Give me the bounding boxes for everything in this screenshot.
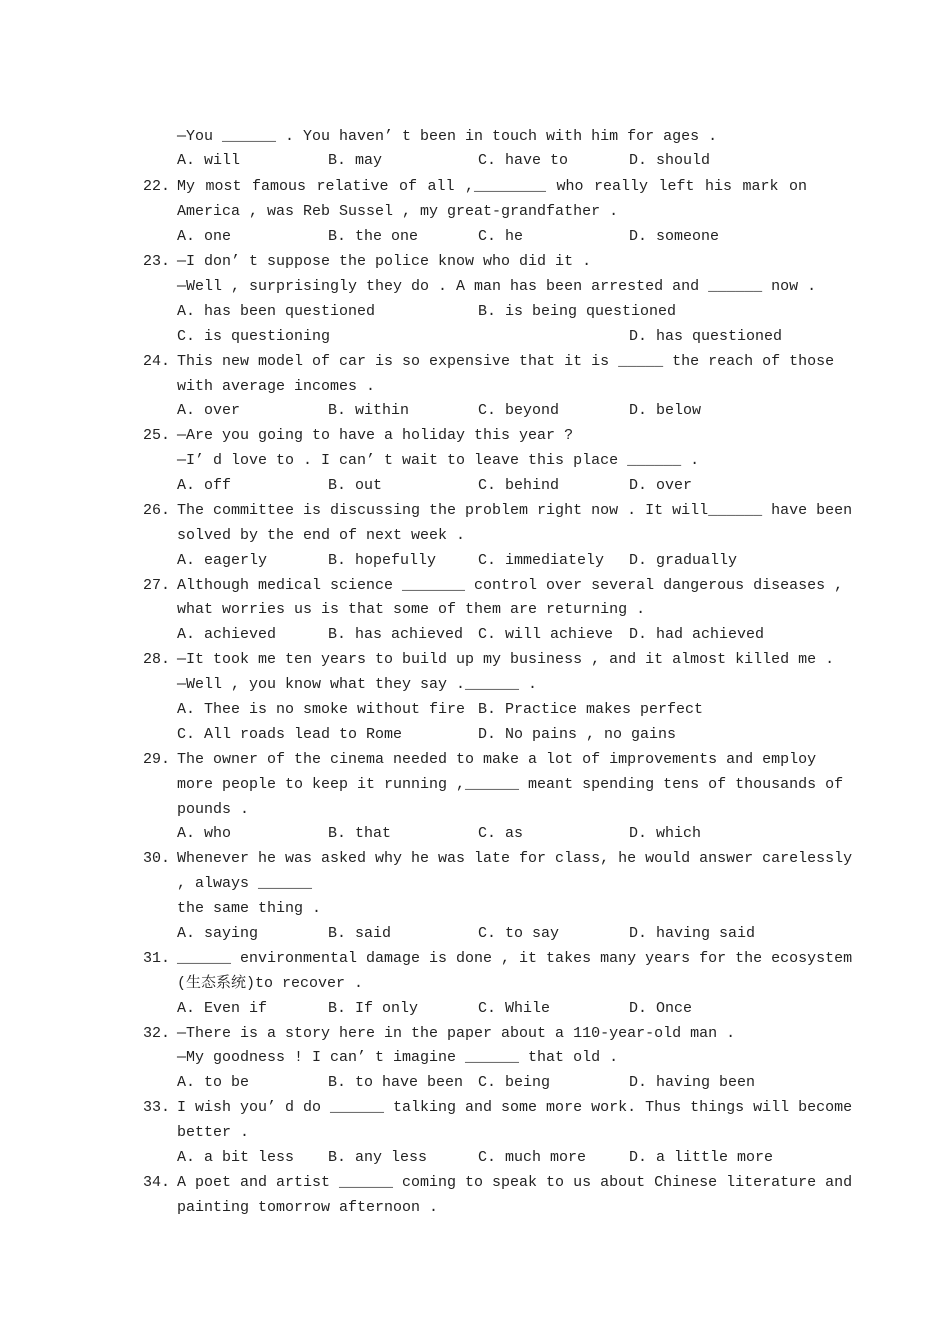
option-d: D. gradually [629,552,738,569]
question-line: what worries us is that some of them are returning . [177,601,646,618]
option-d: D. had achieved [629,626,765,643]
option-d: D. a little more [629,1149,774,1166]
option-c: C. While [478,1000,551,1017]
question-line: This new model of car is so expensive that it is _____ the reach of those [177,353,835,370]
question-line: solved by the end of next week . [177,527,466,544]
option-b: B. any less [328,1149,428,1166]
question-number: 34. [143,1174,171,1191]
question-number: 23. [143,253,171,270]
option-c: C. beyond [478,402,560,419]
option-c: C. All roads lead to Rome [177,726,403,743]
option-a: A. one [177,228,232,245]
option-b: B. has achieved [328,626,464,643]
question-number: 25. [143,427,171,444]
option-a: A. saying [177,925,259,942]
question-number: 26. [143,502,171,519]
option-a: A. will [177,152,241,169]
question-line: —Well , you know what they say .______ . [177,676,538,693]
question-line: Although medical science _______ control over several dangerous diseases , [177,577,844,594]
option-d: D. over [629,477,693,494]
question-line: ______ environmental damage is done , it takes many years for the ecosystem [177,950,853,967]
question-line: Whenever he was asked why he was late for class, he would answer carelessly [177,850,853,867]
question-number: 22. [143,178,171,195]
option-b: B. If only [328,1000,419,1017]
option-b: B. within [328,402,410,419]
option-d: D. should [629,152,711,169]
option-a: A. eagerly [177,552,268,569]
option-c: C. to say [478,925,560,942]
question-line: A poet and artist ______ coming to speak to us about Chinese literature and [177,1174,853,1191]
option-a: A. has been questioned [177,303,376,320]
option-b: B. may [328,152,383,169]
question-line: pounds . [177,801,250,818]
question-line: the same thing . [177,900,322,917]
option-b: B. hopefully [328,552,437,569]
question-line: —It took me ten years to build up my business , and it almost killed me . [177,651,835,668]
question-line: more people to keep it running ,______ meant spending tens of thousands of [177,776,844,793]
option-c: C. behind [478,477,560,494]
question-line: with average incomes . [177,378,376,395]
option-d: D. having been [629,1074,756,1091]
question-line: better . [177,1124,250,1141]
option-b: B. the one [328,228,419,245]
question-line: , always ______ [177,875,313,892]
question-line: —I’ d love to . I can’ t wait to leave this place ______ . [177,452,700,469]
question-line: The committee is discussing the problem right now . It will______ have been [177,502,853,519]
option-d: D. someone [629,228,720,245]
option-c: C. have to [478,152,569,169]
option-d: D. which [629,825,702,842]
option-b: B. said [328,925,392,942]
option-d: D. having said [629,925,756,942]
option-b: B. out [328,477,383,494]
question-number: 33. [143,1099,171,1116]
question-line: I wish you’ d do ______ talking and some more work. Thus things will become [177,1099,853,1116]
option-c: C. will achieve [478,626,614,643]
option-c: C. as [478,825,524,842]
option-b: B. is being questioned [478,303,677,320]
question-line: —I don’ t suppose the police know who did it . [177,253,592,270]
option-a: A. achieved [177,626,277,643]
question-line: —There is a story here in the paper about a 110-year-old man . [177,1025,736,1042]
question-line: —Are you going to have a holiday this year ? [177,427,574,444]
option-a: A. Thee is no smoke without fire [177,701,466,718]
question-line: painting tomorrow afternoon . [177,1199,439,1216]
option-a: A. to be [177,1074,250,1091]
option-a: A. off [177,477,232,494]
option-c: C. is questioning [177,328,331,345]
option-d: D. No pains , no gains [478,726,677,743]
question-number: 31. [143,950,171,967]
option-c: C. immediately [478,552,605,569]
question-line: My most famous relative of all ,________ who really left his mark on [177,178,807,195]
option-a: A. a bit less [177,1149,295,1166]
option-b: B. Practice makes perfect [478,701,704,718]
question-line: —My goodness ! I can’ t imagine ______ that old . [177,1049,619,1066]
option-b: B. to have been [328,1074,464,1091]
option-a: A. Even if [177,1000,268,1017]
option-d: D. Once [629,1000,693,1017]
question-number: 30. [143,850,171,867]
question-number: 29. [143,751,171,768]
option-a: A. over [177,402,241,419]
question-line: The owner of the cinema needed to make a lot of improvements and employ [177,751,817,768]
option-d: D. below [629,402,702,419]
question-number: 27. [143,577,171,594]
question-line: —You ______ . You haven’ t been in touch with him for ages . [177,128,718,145]
question-line: (生态系统)to recover . [177,975,364,992]
option-b: B. that [328,825,392,842]
option-c: C. he [478,228,524,245]
option-c: C. much more [478,1149,587,1166]
option-d: D. has questioned [629,328,783,345]
question-number: 28. [143,651,171,668]
question-number: 32. [143,1025,171,1042]
option-c: C. being [478,1074,551,1091]
question-line: —Well , surprisingly they do . A man has been arrested and ______ now . [177,278,817,295]
question-line: America , was Reb Sussel , my great-grandfather . [177,203,619,220]
option-a: A. who [177,825,232,842]
question-number: 24. [143,353,171,370]
